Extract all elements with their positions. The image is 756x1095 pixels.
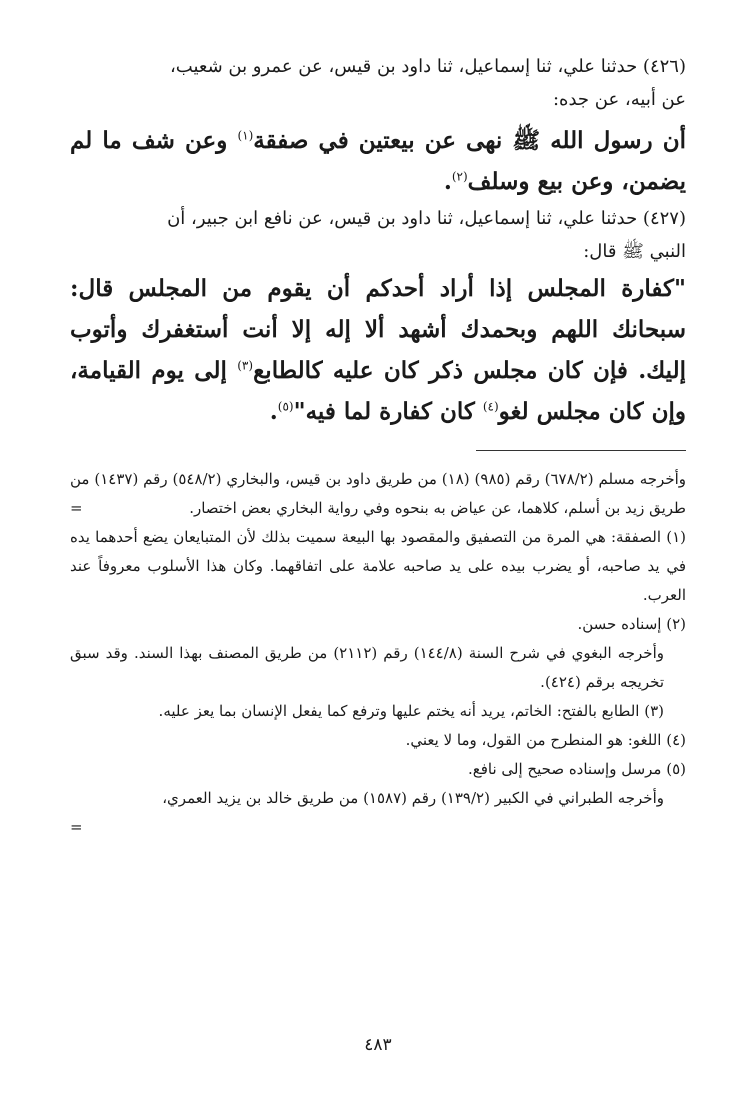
hadith-426-chain-line2: عن أبيه، عن جده: [552, 89, 686, 110]
footnote-2: (٢) إسناده حسن. [577, 615, 686, 633]
footnote-ref-5[interactable]: (٥) [277, 399, 294, 414]
footnote-3: (٣) الطابع بالفتح: الخاتم، يريد أنه يختم عليها وترفع كما يفعل الإنسان بما يعز عليه. [158, 702, 664, 720]
footnote-1: (١) الصفقة: هي المرة من التصفيق والمقصود بها البيعة سميت بذلك لأن المتبايعان يضع أحدهما يده في يد صاحبه، أو يضرب بيده على يد صاحبه علامة على اتفاقهما. وكان هذا الأسلوب معروفاً عند العرب. [70, 528, 686, 604]
footnote-ref-4[interactable]: (٤) [482, 399, 499, 414]
hadith-426-chain-line1: (٤٢٦) حدثنا علي، ثنا إسماعيل، ثنا داود بن قيس، عن عمرو بن شعيب، [169, 56, 686, 77]
hadith-426 [70, 50, 686, 202]
footnote-ref-1[interactable]: (١) [237, 128, 254, 143]
hadith-section [70, 50, 686, 432]
hadith-427-chain [70, 202, 686, 268]
hadith-426-matn-end: . [443, 168, 452, 195]
footnote-4: (٤) اللغو: هو المنطرح من القول، وما لا يعني. [405, 731, 686, 749]
footnote-continued-marker: = [70, 499, 83, 517]
hadith-427-matn-line3b: إلى يوم القيامة، [70, 357, 238, 384]
hadith-426-matn-line1b: وعن شف ما لم [70, 127, 238, 154]
hadith-427-matn-line4b: كان كفارة لما فيه" [293, 398, 483, 425]
footnote-2-continued: وأخرجه البغوي في شرح السنة (١٤٤/٨) رقم (٢١١٢) من طريق المصنف بهذا السند. وقد سبق تخريجه برقم (٤٢٤). [70, 644, 664, 691]
footnote-ref-2[interactable]: (٢) [451, 169, 468, 184]
hadith-427-matn-line3a: إليك. فإن كان مجلس ذكر كان عليه كالطابع [253, 357, 686, 384]
hadith-426-chain [70, 50, 686, 116]
hadith-427-matn-line1: "كفارة المجلس إذا أراد أحدكم أن يقوم من المجلس قال: [70, 275, 686, 302]
footnote-5-continued: وأخرجه الطبراني في الكبير (١٣٩/٢) رقم (١٥٨٧) من طريق خالد بن يزيد العمري، [162, 789, 664, 807]
footnotes-section [70, 465, 686, 842]
footnote-separator [476, 450, 686, 451]
hadith-427-matn [70, 268, 686, 432]
hadith-427-chain-line2: النبي ﷺ قال: [583, 241, 686, 262]
footnote-ref-3[interactable]: (٣) [237, 358, 254, 373]
hadith-427 [70, 202, 686, 432]
hadith-427-matn-end: . [269, 398, 278, 425]
hadith-427-matn-line4a: وإن كان مجلس لغو [498, 398, 686, 425]
hadith-426-matn-line2: يضمن، وعن بيع وسلف [467, 168, 686, 195]
book-page [70, 50, 686, 1055]
hadith-427-chain-line1: (٤٢٧) حدثنا علي، ثنا إسماعيل، ثنا داود بن قيس، عن نافع ابن جبير، أن [167, 208, 686, 229]
footnote-continues-marker: = [70, 818, 83, 836]
footnote-continued-text: وأخرجه مسلم (٦٧٨/٢) رقم (٩٨٥) (١٨) من طريق داود بن قيس، والبخاري (٥٤٨/٢) رقم (١٤٣٧) من طريق زيد بن أسلم، كلاهما، عن عياض به بنحوه وفي رواية البخاري بعض اختصار. [70, 470, 687, 517]
page-number: ٤٨٣ [364, 1035, 392, 1055]
hadith-426-matn [70, 120, 686, 202]
footnote-5: (٥) مرسل وإسناده صحيح إلى نافع. [467, 760, 686, 778]
hadith-427-matn-line2: سبحانك اللهم وبحمدك أشهد ألا إله إلا أنت أستغفرك وأتوب [70, 316, 686, 343]
footnote-continued [70, 465, 686, 523]
hadith-426-matn-line1: أن رسول الله ﷺ نهى عن بيعتين في صفقة [253, 127, 687, 154]
